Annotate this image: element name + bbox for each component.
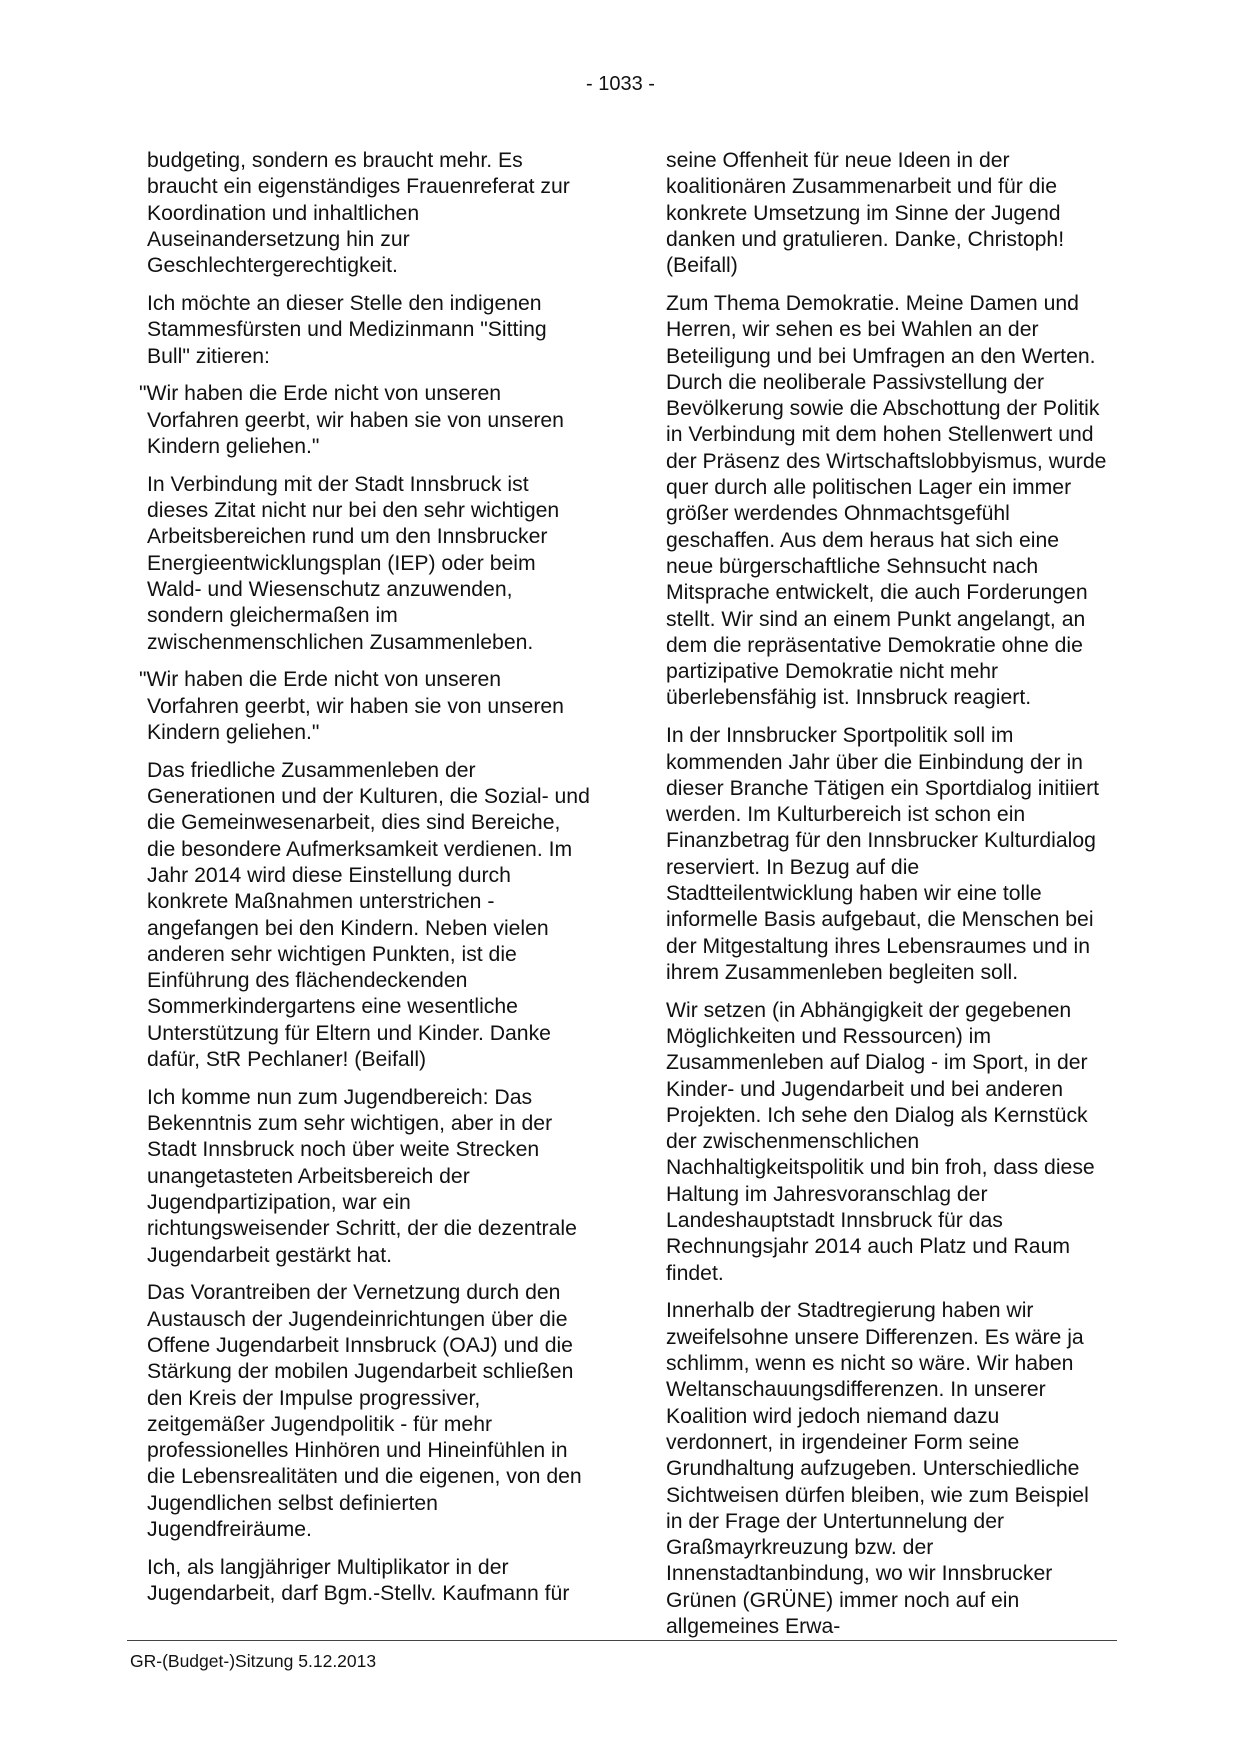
right-text-column xyxy=(666,148,1111,1652)
paragraph: seine Offenheit für neue Ideen in der koalitionären Zusammenarbeit und für die konkrete Umsetzung im Sinne der Jugend danken und gratulieren. Danke, Christoph! (Beifall) xyxy=(666,149,1065,278)
paragraph: In Verbindung mit der Stadt Innsbruck ist dieses Zitat nicht nur bei den sehr wichtigen Arbeitsbereichen rund um den Innsbrucker Energieentwicklungsplan (IEP) oder beim Wald- und Wiesenschutz anzuwenden, sondern gleichermaßen im zwischenmenschlichen Zusammenleben. xyxy=(147,472,560,654)
paragraph: Ich möchte an dieser Stelle den indigenen Stammesfürsten und Medizinmann "Sitting Bull" zitieren: xyxy=(147,291,547,368)
quote-paragraph: "Wir haben die Erde nicht von unseren Vorfahren geerbt, wir haben sie von unseren Kindern geliehen." xyxy=(139,382,564,458)
paragraph: Wir setzen (in Abhängigkeit der gegebenen Möglichkeiten und Ressourcen) im Zusammenleben auf Dialog - im Sport, in der Kinder- und Jugendarbeit und bei anderen Projekten. Ich sehe den Dialog als Kernstück der zwischenmenschlichen Nachhaltigkeitspolitik und bin froh, dass diese Haltung im Jahresvoranschlag der Landeshauptstadt Innsbruck für das Rechnungsjahr 2014 auch Platz und Raum findet. xyxy=(666,998,1095,1285)
footer-divider xyxy=(127,1640,1117,1641)
paragraph: Innerhalb der Stadtregierung haben wir zweifelsohne unsere Differenzen. Es wäre ja schlimm, wenn es nicht so wäre. Wir haben Weltanschauungsdifferenzen. In unserer Koalition wird jedoch niemand dazu verdonnert, in irgendeiner Form seine Grundhaltung aufzugeben. Unterschiedliche Sichtweisen dürfen bleiben, wie zum Beispiel in der Frage der Untertunnelung der Graßmayrkreuzung bzw. der Innenstadtanbindung, wo wir Innsbrucker Grünen (GRÜNE) immer noch auf ein allgemeines Erwa- xyxy=(666,1299,1089,1639)
paragraph: Ich, als langjähriger Multiplikator in der Jugendarbeit, darf Bgm.-Stellv. Kaufmann für xyxy=(147,1555,570,1606)
paragraph: Das friedliche Zusammenleben der Generationen und der Kulturen, die Sozial- und die Gemeinwesenarbeit, dies sind Bereiche, die besondere Aufmerksamkeit verdienen. Im Jahr 2014 wird diese Einstellung durch konkrete Maßnahmen unterstrichen - angefangen bei den Kindern. Neben vielen anderen sehr wichtigen Punkten, ist die Einführung des flächendeckenden Sommerkindergartens eine wesentliche Unterstützung für Eltern und Kinder. Danke dafür, StR Pechlaner! (Beifall) xyxy=(147,758,590,1071)
page-number: - 1033 - xyxy=(586,73,655,95)
quote-paragraph: "Wir haben die Erde nicht von unseren Vorfahren geerbt, wir haben sie von unseren Kindern geliehen." xyxy=(139,668,564,744)
footer-session-label: GR-(Budget-)Sitzung 5.12.2013 xyxy=(130,1651,377,1671)
left-text-column xyxy=(139,148,592,1619)
paragraph: budgeting, sondern es braucht mehr. Es braucht ein eigenständiges Frauenreferat zur Koordination und inhaltlichen Auseinandersetzung hin zur Geschlechtergerechtigkeit. xyxy=(147,149,570,278)
paragraph: In der Innsbrucker Sportpolitik soll im kommenden Jahr über die Einbindung der in dieser Branche Tätigen ein Sportdialog initiiert werden. Im Kulturbereich ist schon ein Finanzbetrag für den Innsbrucker Kulturdialog reserviert. In Bezug auf die Stadtteilentwicklung haben wir eine tolle informelle Basis aufgebaut, die Menschen bei der Mitgestaltung ihres Lebensraumes und in ihrem Zusammenleben begleiten soll. xyxy=(666,724,1100,984)
paragraph: Zum Thema Demokratie. Meine Damen und Herren, wir sehen es bei Wahlen an der Beteiligung und bei Umfragen an den Werten. Durch die neoliberale Passivstellung der Bevölkerung sowie die Abschottung der Politik in Verbindung mit dem hohen Stellenwert und der Präsenz des Wirtschaftslobbyismus, wurde quer durch alle politischen Lager ein immer größer werdendes Ohnmachtsgefühl geschaffen. Aus dem heraus hat sich eine neue bürgerschaftliche Sehnsucht nach Mitsprache entwickelt, die auch Forderungen stellt. Wir sind an einem Punkt angelangt, an dem die repräsentative Demokratie ohne die partizipative Demokratie nicht mehr überlebensfähig ist. Innsbruck reagiert. xyxy=(666,291,1107,710)
paragraph: Das Vorantreiben der Vernetzung durch den Austausch der Jugendeinrichtungen über die Offene Jugendarbeit Innsbruck (OAJ) und die Stärkung der mobilen Jugendarbeit schließen den Kreis der Impulse progressiver, zeitgemäßer Jugendpolitik - für mehr professionelles Hinhören und Hineinfühlen in die Lebensrealitäten und die eigenen, von den Jugendlichen selbst definierten Jugendfreiräume. xyxy=(147,1281,582,1542)
paragraph: Ich komme nun zum Jugendbereich: Das Bekenntnis zum sehr wichtigen, aber in der Stadt Innsbruck noch über weite Strecken unangetasteten Arbeitsbereich der Jugendpartizipation, war ein richtungsweisender Schritt, der die dezentrale Jugendarbeit gestärkt hat. xyxy=(147,1085,577,1267)
